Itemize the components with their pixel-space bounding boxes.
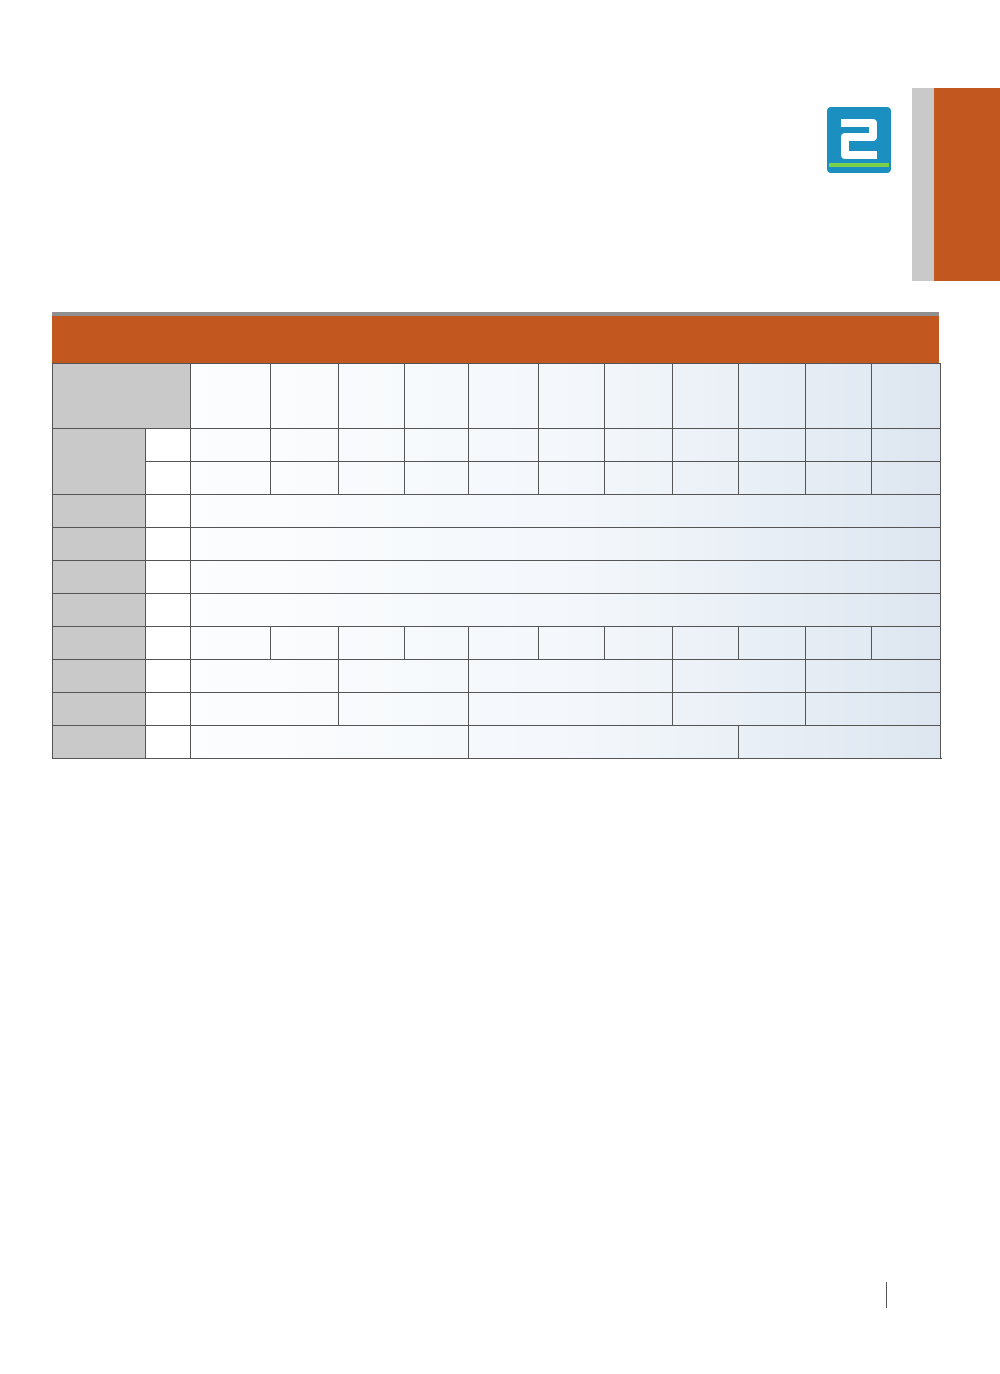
model-name xyxy=(539,364,605,397)
value-cell xyxy=(806,693,941,726)
side-gray-bar xyxy=(912,88,934,281)
value-cell xyxy=(271,462,339,495)
footer-divider xyxy=(886,1282,887,1308)
row-label xyxy=(53,561,146,594)
model-name xyxy=(539,396,605,429)
row-label xyxy=(53,594,146,627)
model-name xyxy=(872,396,941,429)
value-cell xyxy=(405,627,469,660)
model-name xyxy=(739,396,806,429)
value-cell xyxy=(271,627,339,660)
value-cell xyxy=(539,627,605,660)
header-row xyxy=(53,364,941,397)
value-cell xyxy=(673,627,739,660)
value-cell xyxy=(405,462,469,495)
unit-cell xyxy=(146,429,191,462)
value-cell xyxy=(405,429,469,462)
value-cell xyxy=(673,660,806,693)
value-cell xyxy=(191,594,941,627)
table-title xyxy=(52,312,939,363)
value-cell xyxy=(469,726,739,759)
value-cell xyxy=(739,429,806,462)
unit-cell xyxy=(146,528,191,561)
unit-cell xyxy=(146,561,191,594)
model-name xyxy=(806,396,872,429)
unit-cell xyxy=(146,495,191,528)
model-name xyxy=(191,396,271,429)
row-label xyxy=(53,429,146,495)
table-row xyxy=(53,495,941,528)
value-cell xyxy=(806,660,941,693)
unit-cell xyxy=(146,462,191,495)
value-cell xyxy=(605,462,673,495)
model-name xyxy=(673,396,739,429)
value-cell xyxy=(806,429,872,462)
value-cell xyxy=(673,693,806,726)
value-cell xyxy=(191,660,339,693)
row-label xyxy=(53,495,146,528)
model-name xyxy=(405,396,469,429)
value-cell xyxy=(469,429,539,462)
row-label xyxy=(53,627,146,660)
model-name xyxy=(339,396,405,429)
value-cell xyxy=(271,429,339,462)
value-cell xyxy=(339,693,469,726)
value-cell xyxy=(469,693,673,726)
value-cell xyxy=(191,462,271,495)
model-name xyxy=(605,364,673,397)
value-cell xyxy=(872,627,941,660)
value-cell xyxy=(872,429,941,462)
value-cell xyxy=(673,462,739,495)
value-cell xyxy=(191,561,941,594)
value-cell xyxy=(191,429,271,462)
value-cell xyxy=(806,462,872,495)
table-row xyxy=(53,594,941,627)
value-cell xyxy=(339,429,405,462)
table-row xyxy=(53,561,941,594)
value-cell xyxy=(469,660,673,693)
model-name xyxy=(806,364,872,397)
unit-cell xyxy=(146,693,191,726)
value-cell xyxy=(806,627,872,660)
value-cell xyxy=(339,462,405,495)
model-name xyxy=(469,364,539,397)
table-row xyxy=(53,627,941,660)
table-row xyxy=(53,528,941,561)
value-cell xyxy=(605,429,673,462)
value-cell xyxy=(469,627,539,660)
model-name xyxy=(469,396,539,429)
model-name xyxy=(605,396,673,429)
spec-sheet xyxy=(52,312,939,1152)
unit-cell xyxy=(146,726,191,759)
value-cell xyxy=(673,429,739,462)
spec-table xyxy=(52,363,941,759)
model-name xyxy=(405,364,469,397)
table-row xyxy=(53,693,941,726)
table-row xyxy=(53,429,941,462)
row-label xyxy=(53,660,146,693)
brand-logo-icon xyxy=(827,107,891,173)
row-label xyxy=(53,528,146,561)
value-cell xyxy=(739,627,806,660)
value-cell xyxy=(191,495,941,528)
value-cell xyxy=(872,462,941,495)
row-label xyxy=(53,693,146,726)
unit-cell xyxy=(146,627,191,660)
value-cell xyxy=(539,462,605,495)
value-cell xyxy=(191,627,271,660)
value-cell xyxy=(539,429,605,462)
model-name xyxy=(339,364,405,397)
value-cell xyxy=(739,462,806,495)
unit-cell xyxy=(146,660,191,693)
side-orange-bar xyxy=(934,88,1000,281)
value-cell xyxy=(469,462,539,495)
row-label xyxy=(53,726,146,759)
value-cell xyxy=(739,726,941,759)
model-name xyxy=(872,364,941,397)
value-cell xyxy=(191,528,941,561)
model-name xyxy=(673,364,739,397)
table-row xyxy=(53,462,941,495)
model-name xyxy=(739,364,806,397)
unit-cell xyxy=(146,594,191,627)
model-name xyxy=(271,396,339,429)
table-row xyxy=(53,660,941,693)
table-row xyxy=(53,726,941,759)
value-cell xyxy=(605,627,673,660)
value-cell xyxy=(339,627,405,660)
model-name xyxy=(191,364,271,397)
value-cell xyxy=(191,693,339,726)
value-cell xyxy=(339,660,469,693)
value-cell xyxy=(191,726,469,759)
model-name xyxy=(271,364,339,397)
item-label xyxy=(53,364,191,429)
